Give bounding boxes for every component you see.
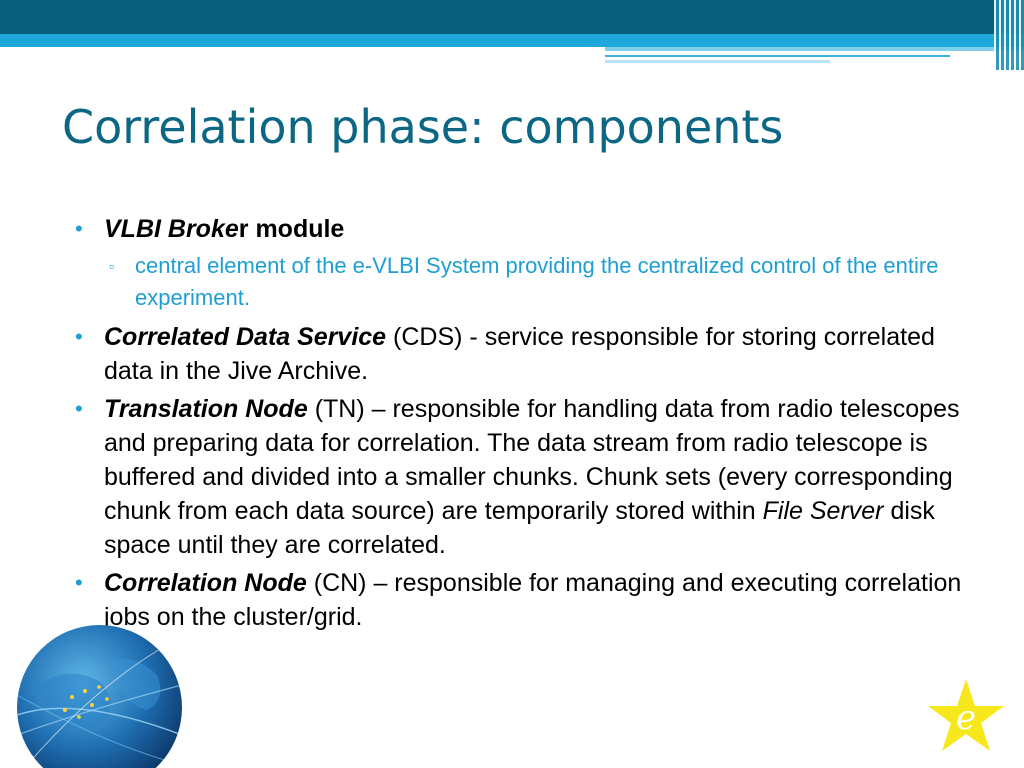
slide-title: Correlation phase: components <box>62 100 784 154</box>
sub-bullet-text: central element of the e-VLBI System providing the centralized control of the entire experiment. <box>135 253 939 310</box>
bullet-translation-node <box>75 392 964 562</box>
header-band-light <box>0 34 1024 47</box>
bullet-label: Correlation Node <box>104 569 307 597</box>
bullet-icon: • <box>75 570 83 595</box>
bullet-text: (CDS) - service responsible for storing correlated data in the Jive Archive. <box>104 323 935 385</box>
globe-icon <box>17 625 182 768</box>
e-star-logo-icon <box>925 677 1007 759</box>
bullet-label-rest: r module <box>238 215 345 243</box>
sub-bullet-vlbi-broker <box>75 250 945 314</box>
header-band-dark <box>0 0 1024 34</box>
bullet-label: Translation Node <box>104 395 308 423</box>
svg-text:e: e <box>955 698 977 738</box>
bullet-italic-term: File Server <box>762 497 884 525</box>
header-divider <box>0 47 605 49</box>
sub-bullet-icon: ▫ <box>109 258 114 274</box>
bullet-correlated-data-service <box>75 320 964 388</box>
bullet-correlation-node <box>75 566 964 634</box>
bullet-text: (CN) – responsible for managing and executing correlation jobs on the cluster/grid. <box>104 569 962 631</box>
header-accent-bar <box>605 47 1024 51</box>
bullet-label: Correlated Data Service <box>104 323 387 351</box>
bullet-icon: • <box>75 216 83 241</box>
header-stripes <box>994 0 1024 70</box>
bullet-icon: • <box>75 324 83 349</box>
bullet-text: (TN) – responsible for handling data from radio telescopes and preparing data for correlation. The data stream from radio telescope is buffered and divided into a smaller chunks. Chunk sets (every corresponding chunk from each data source) are temporarily stored within <box>104 395 960 525</box>
header-accent-line-2 <box>605 60 830 63</box>
header-accent-line <box>605 55 950 57</box>
bullet-label: VLBI Broke <box>104 215 239 243</box>
bullet-text-end: disk space until they are correlated. <box>104 497 935 559</box>
bullet-icon: • <box>75 396 83 421</box>
bullet-vlbi-broker <box>75 212 975 246</box>
slide-content <box>75 212 975 638</box>
